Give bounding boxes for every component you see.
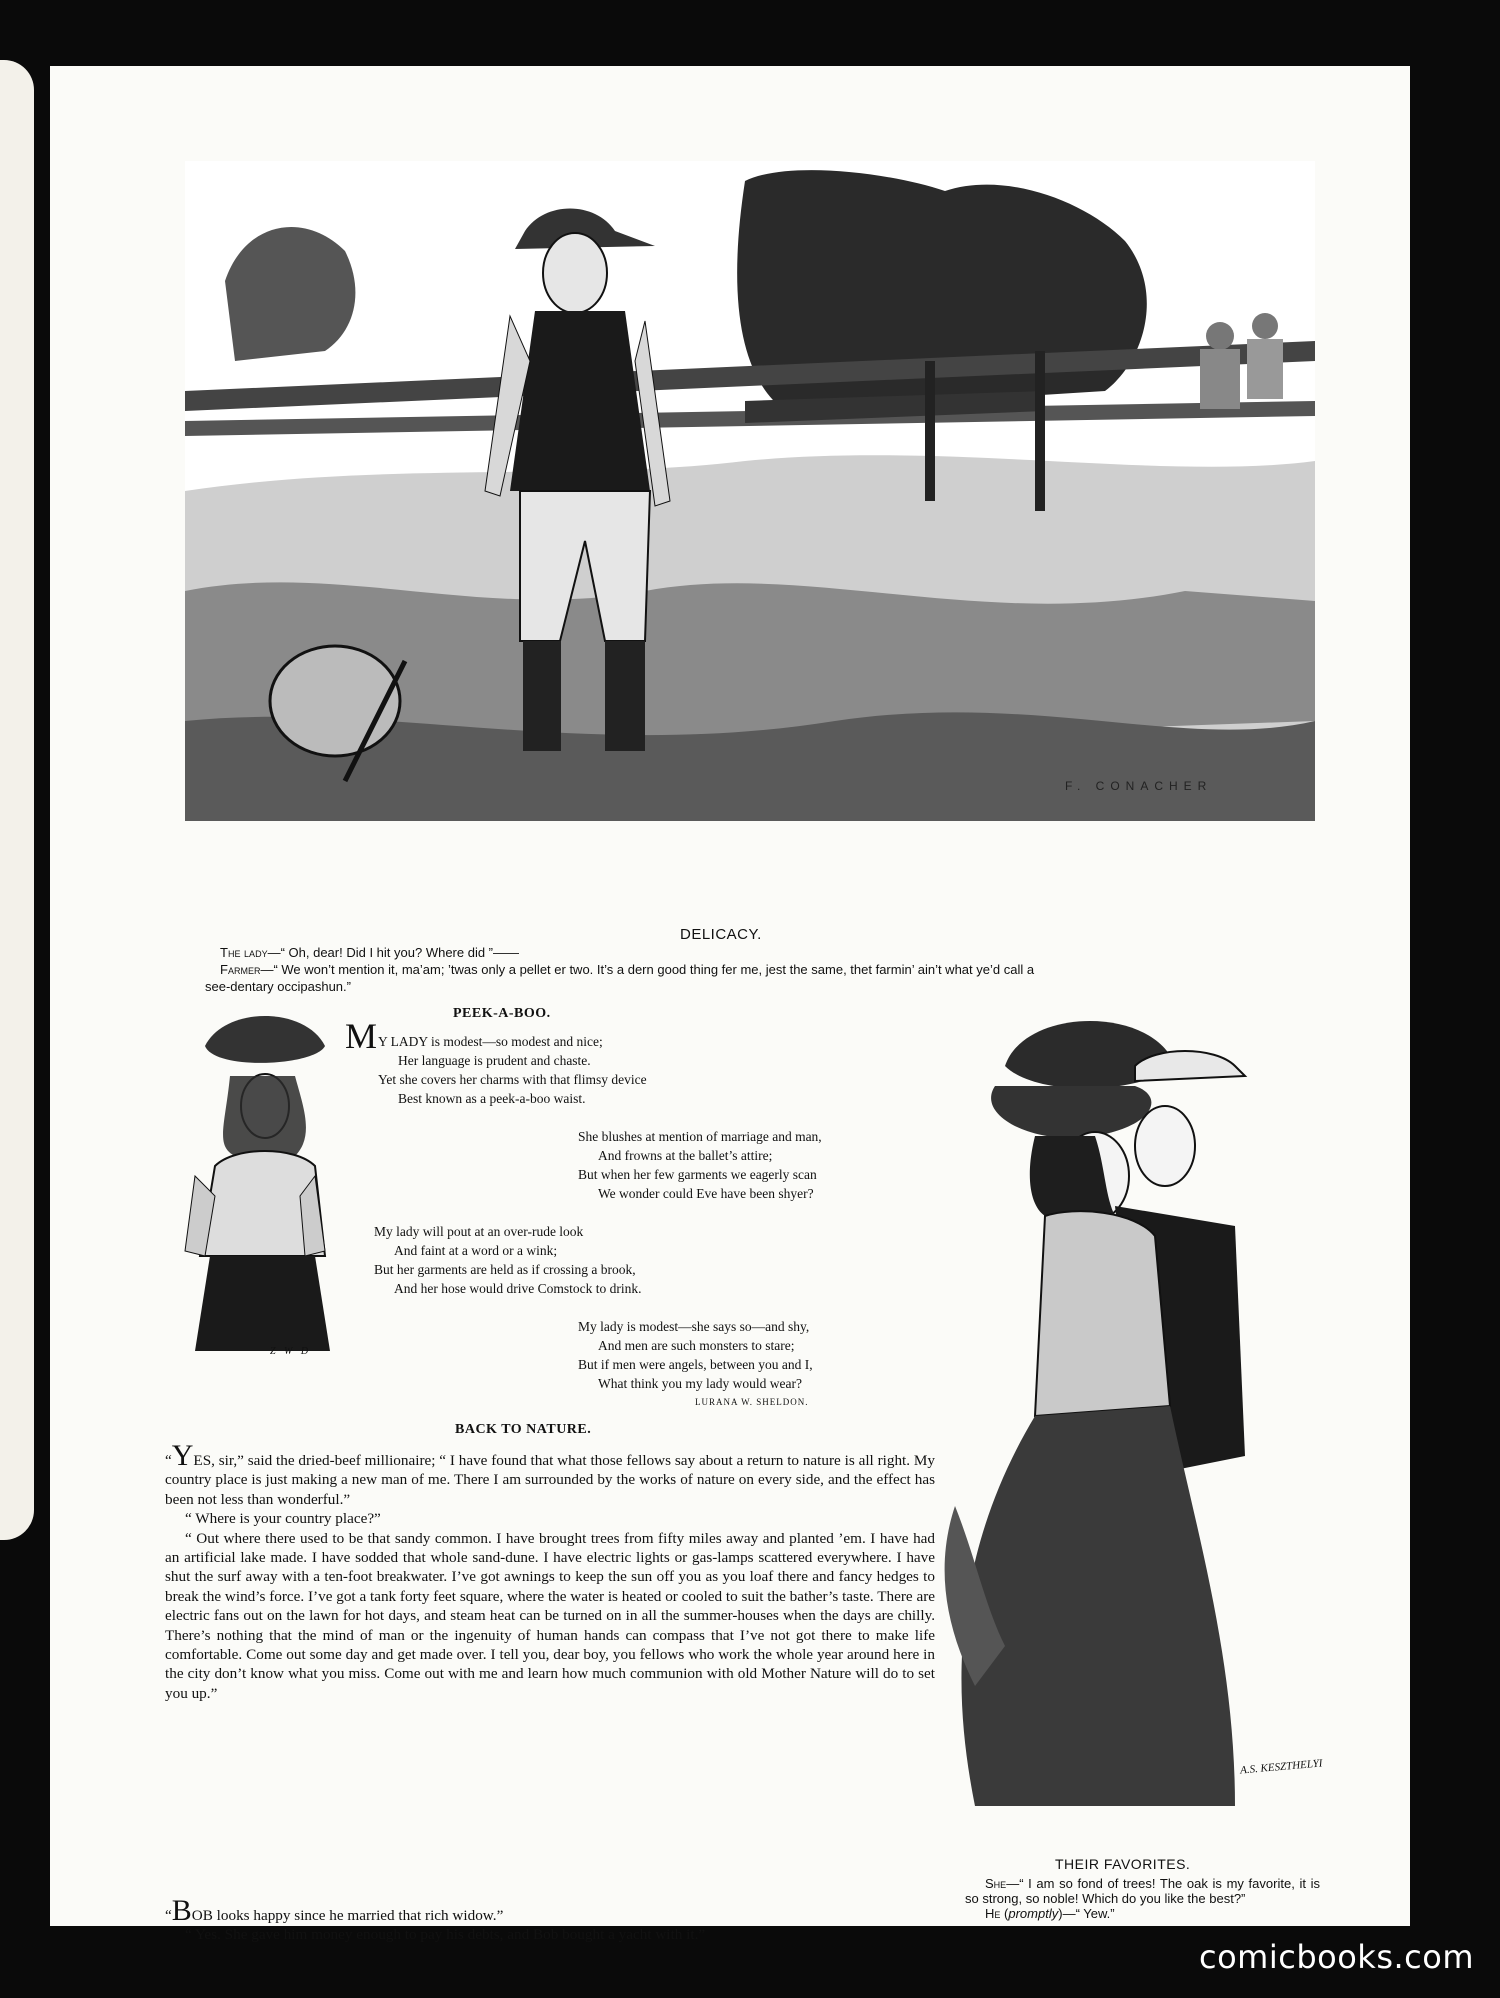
poem-line: And her hose would drive Comstock to drink. [394, 1281, 642, 1296]
farmer-speech: —“ We won’t mention it, ma’am; ’twas only a pellet er two. It’s a dern good thing fer me, jest the same, thet farmin’ ain’t what ye’d call a [260, 962, 1035, 977]
back-to-nature-para-3: “ Out where there used to be that sandy common. I have brought trees from fifty miles away and planted ’em. I have had an artificial lake made. I have sodded that whole sand-dune. I have electric lights or gas-lamps scattered everywhere. I have shut the surf away with a ten-foot breakwater. I’ve got awnings to keep the sun off you as you loaf there and fancy hedges to break the wind’s force. I’ve got a tank forty feet square, where the water is heated or cooled to suit the bather’s taste. There are electric fans out on the lawn for hot days, and steam heat can be turned on in all the summer-houses when the days are chilly. There’s nothing that the mind of man or the ingenuity of human hands can compass that I’ve not got there to make life comfortable. Come out some day and get made over. I tell you, dear boy, you fellows who work the whole year around here in the city don’t know what you miss. Come out with me and learn how much communion with old Mother Nature will do to set you up.” [165, 1529, 935, 1702]
she-speech: —“ I am so fond of trees! The oak is my favorite, it is so strong, so noble! Which do you like the best?” [965, 1876, 1320, 1906]
bob-line-1 [165, 1894, 935, 1927]
back-to-nature-dropcap: Y [171, 1439, 194, 1472]
their-favorites-title: THEIR FAVORITES. [1055, 1856, 1191, 1872]
poem-line: And faint at a word or a wink; [394, 1243, 558, 1258]
farmer-speaker: Farmer [220, 962, 261, 977]
poem-line: Y LADY is modest—so modest and nice; [378, 1034, 603, 1049]
poem-line: And men are such monsters to stare; [598, 1338, 795, 1353]
magazine-page [50, 66, 1410, 1944]
first-line: ES, sir,” said the dried-beef millionaire; “ I have found that what those fellows say about a [193, 1452, 744, 1469]
their-favorites-illustration [935, 1006, 1325, 1826]
bob-line-2: “ Yes. She gave him money enough to pay his debts, and Bob bought a yacht with it.” [185, 1926, 706, 1944]
she-speaker: She [985, 1876, 1007, 1891]
back-to-nature-para-2: “ Where is your country place?” [185, 1510, 381, 1528]
he-aside: promptly [1008, 1906, 1059, 1921]
watermark: comicbooks.com [1198, 1938, 1474, 1976]
poem-line: And frowns at the ballet’s attire; [598, 1148, 773, 1163]
artist-signature-conacher: F. CONACHER [1065, 779, 1213, 793]
open-quote: “ [165, 1452, 172, 1469]
delicacy-title: DELICACY. [680, 926, 762, 943]
back-to-nature-text [165, 1439, 935, 1703]
para1-rest: return to nature is all right. My country place is just making a new man of me. There I am surrounded by the works of nature on every side, and the effect has been not less than wonderful.” [165, 1452, 935, 1508]
poem-line: Yet she covers her charms with that flimsy device [378, 1072, 647, 1087]
artist-signature-keszthelyi: A.S. KESZTHELYI [1239, 1757, 1323, 1777]
bob-joke [165, 1894, 935, 1945]
delicacy-lady-line [220, 945, 1330, 961]
back-to-nature-para-1 [165, 1439, 935, 1509]
poem-line: But when her few garments we eagerly scan [578, 1167, 817, 1182]
peekaboo-lady-illustration [175, 1006, 335, 1366]
he-speech: —“ Yew.” [1062, 1906, 1115, 1921]
farmer-illustration [185, 161, 1315, 821]
poem-line: We wonder could Eve have been shyer? [598, 1186, 814, 1201]
bob-line-1-text: OB looks happy since he married that rich widow.” [191, 1907, 504, 1924]
their-favorites-text: She—“ I am so fond of trees! The oak is my favorite, it is so strong, so noble! Which do you like the best?” He (promptly)—“ Yew.” [965, 1876, 1320, 1921]
delicacy-farmer-line-2: see-dentary occipashun.” [205, 979, 351, 994]
poem-line: Her language is prudent and chaste. [398, 1053, 591, 1068]
poem-line: My lady is modest—she says so—and shy, [578, 1319, 810, 1334]
facing-page-edge [0, 60, 34, 1540]
lady-speech: —“ Oh, dear! Did I hit you? Where did ”—— [267, 945, 520, 960]
poem-line: My lady will pout at an over-rude look [374, 1224, 584, 1239]
lady-speaker: The lady [220, 945, 268, 960]
bob-dropcap: B [171, 1894, 192, 1927]
poem-line: Best known as a peek-a-boo waist. [398, 1091, 586, 1106]
poem-line: She blushes at mention of marriage and man, [578, 1129, 822, 1144]
peekaboo-dropcap: M [345, 1016, 378, 1056]
open-quote: “ [165, 1907, 172, 1924]
delicacy-farmer-line [220, 962, 1330, 978]
poem-line: But if men were angels, between you and I, [578, 1357, 813, 1372]
poem-line: But her garments are held as if crossing a brook, [374, 1262, 636, 1277]
back-to-nature-title: BACK TO NATURE. [455, 1422, 592, 1437]
artist-signature-zwd: Z W D [270, 1346, 312, 1357]
poem-author: LURANA W. SHELDON. [695, 1397, 809, 1407]
peekaboo-title: PEEK-A-BOO. [453, 1006, 551, 1021]
poem-line: What think you my lady would wear? [598, 1376, 802, 1391]
he-speaker: He [985, 1906, 1001, 1921]
